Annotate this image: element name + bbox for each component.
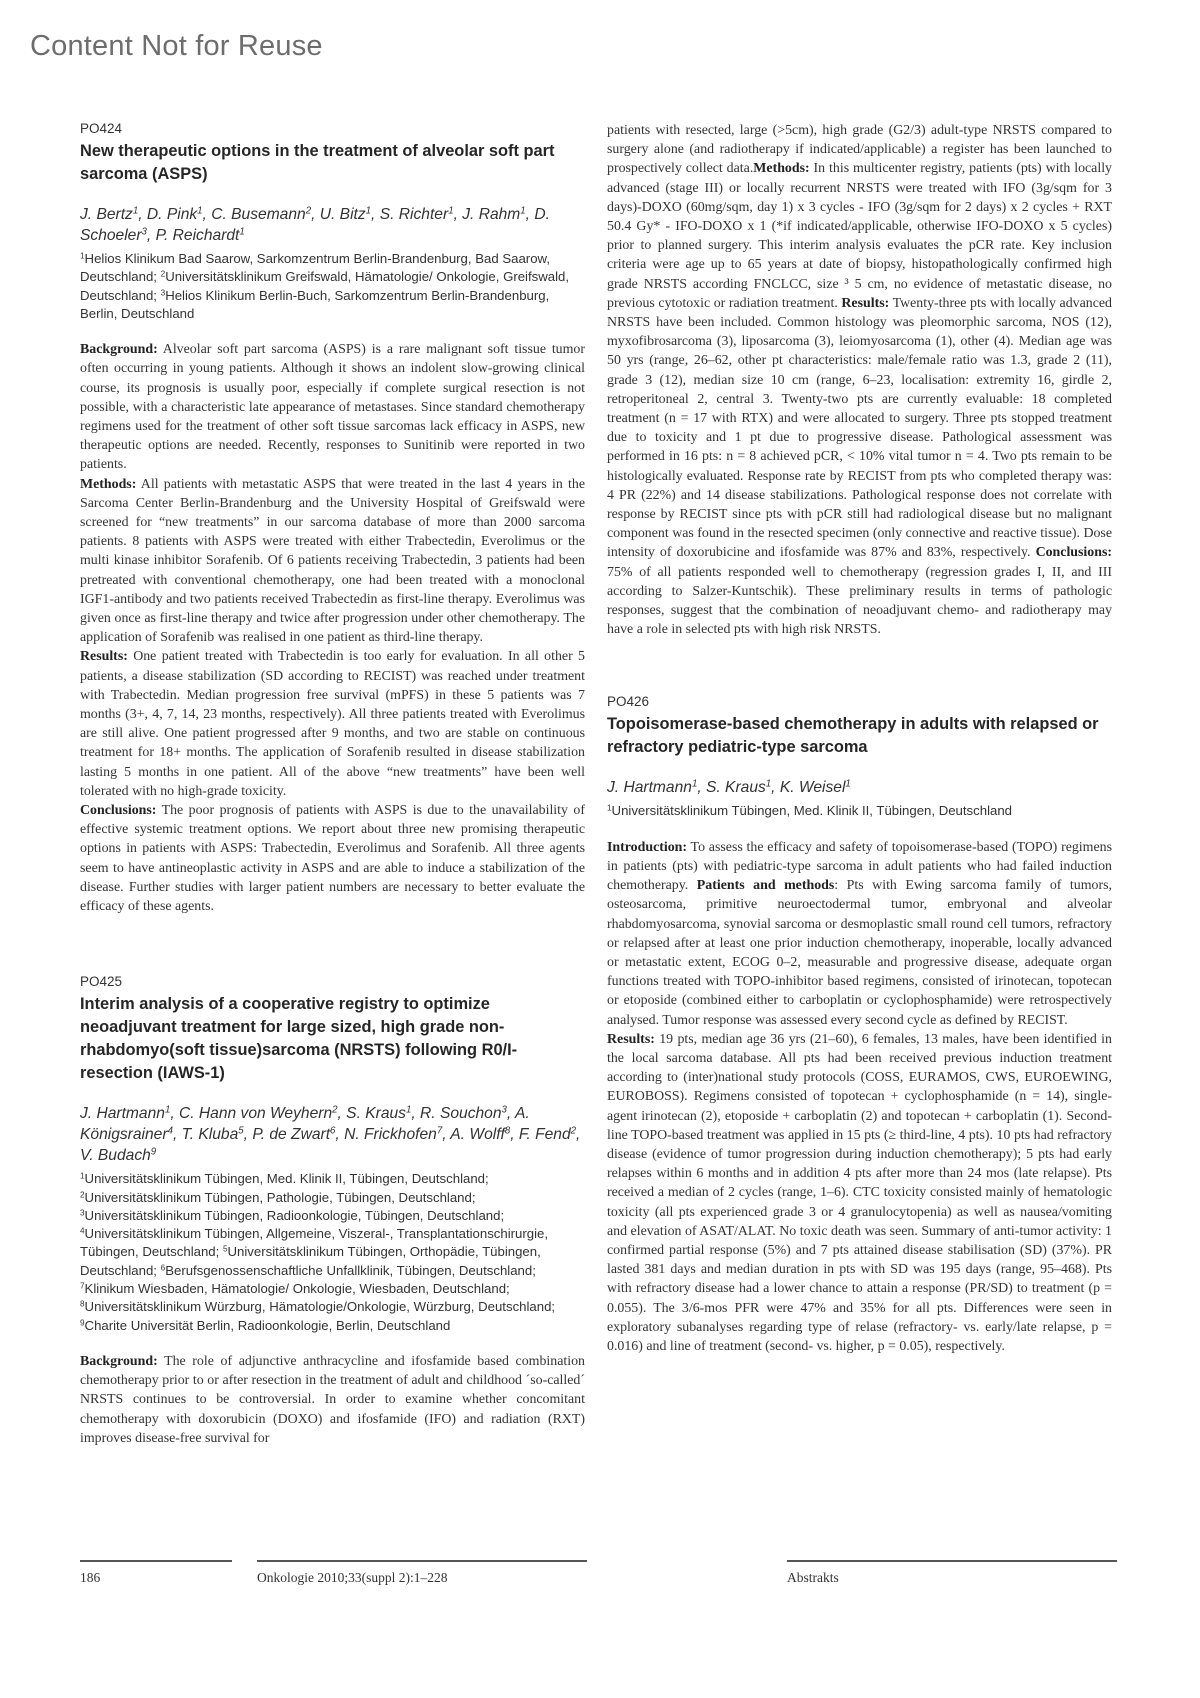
abstract-po425-continued: patients with resected, large (>5cm), high grade (G2/3) adult-type NRSTS compared to surgery alone (and radiotherapy if indicated/applicable) a register has been launched to prospectively collect data.Methods: In this multicenter registry, patients (pts) with locally advanced (stage III) or locally recurrent NRSTS were treated with IFO (3g/sqm for 3 days)-DOXO (60mg/sqm, day 1) x 3 cycles - IFO (3g/sqm for 2 days) x 2 cycles + RXT 50.4 Gy* - IFO-DOXO x 1 (*if indicated/applicable, otherwise IFO-DOXO x 5 cycles) prior to planned surgery. This interim analysis evaluates the pCR rate. Key inclusion criteria were age up to 65 years at date of biopsy, histopathologically confirmed high grade NRSTS according FNCLCC, size ³ 5 cm, no evidence of metastatic disease, no previous cytotoxic or radiation treatment. Results: Twenty-three pts with locally advanced NRSTS have been included. Common histology was pleomorphic sarcoma, NOS (12), myxofibrosarcoma (3), liposarcoma (3), leiomyosarcoma (1), other (4). Median age was 50 yrs (range, 26–62, other pt characteristics: male/female ratio was 1.3, grade 2 (11), grade 3 (12), median size 10 cm (range, 6–23, localisation: extremity 16, girdle 2, retroperitoneal 2, central 3. Twenty-two pts are currently evaluable: 18 completed treatment (n = 17 with RTX) and were allocated to surgery. Three pts stopped treatment due to toxicity and 1 pt due to progressive disease. Pathological assessment was performed in 16 pts: n = 8 achieved pCR, < 10% vital tumor n = 4. Two pts remain to be histologically evaluated. Response rate by RECIST from pts who completed therapy was: 4 PR (22%) and 14 disease stabilizations. Pathological response does not correlate with response by RECIST since pts with pCR still had radiological disease but no malignant component was found in the resected specimen (only connective and reactive tissue). Dose intensity of doxorubicine and ifosfamide was 87% and 83%, respectively. Conclusions: 75% of all patients responded well to chemotherapy (regression grades I, II, and III according to Salzer-Kuntschik). These preliminary results in terms of pathologic responses, suggest that the combination of neoadjuvant chemo- and radiotherapy may have a role in selected pts with high risk NRSTS. (607, 123, 1113, 638)
abstract-body (80, 340, 585, 916)
affiliations: $^1$Universitätsklinikum Tübingen, Med. Klinik II, Tübingen, Deutschland (607, 803, 1013, 819)
footer-rule (80, 1560, 232, 1562)
affiliations: $^1$Helios Klinikum Bad Saarow, Sarkomzentrum Berlin-Brandenburg, Bad Saarow, Deutschland; $^2$Universitätsklinikum Greifswald, Hämatologie/ Onkologie, Greifswald, Deutschland; $^3$Helios Klinikum Berlin-Buch, Sarkomzentrum Berlin-Brandenburg, Berlin, Deutschland (80, 251, 570, 321)
journal-citation: Onkologie 2010;33(suppl 2):1–228 (257, 1570, 448, 1585)
right-column (607, 121, 1112, 1356)
footer-rule (257, 1560, 587, 1562)
abstract-po425 (80, 974, 585, 1448)
abstract-id: PO424 (80, 121, 123, 136)
section-introduction: Introduction: To assess the efficacy and safety of topoisomerase-based (TOPO) regimens in patients (pts) with pediatric-type sarcoma in adult patients who had failed induction chemotherapy. Patients and methods: Pts with Ewing sarcoma family of tumors, osteosarcoma, primitive neuroectodermal tumor, embryonal and alveolar rhabdomyosarcoma, synovial sarcoma or desmoplastic small round cell tumors, refractory or relapsed after at least one prior induction chemotherapy, inoperable, locally advanced or metastatic extent, ECOG 0–2, measurable and progressive disease, adequate organ functions treated with TOPO-inhibitor based regimens, consisted of irinotecan, topotecan or etoposide (combined either to carboplatin or cyclophosphamide) were retrospectively analysed. Tumor response was assessed every second cycle as defined by RECIST. (607, 839, 1112, 1028)
section-conclusions: Conclusions: The poor prognosis of patients with ASPS is due to the unavailability of effective systemic treatment options. We report about three new promising therapeutic options in patients with ASPS: Trabectedin, Everolimus and Sorafenib. All three agents seem to have antineoplastic activity in ASPS and are able to induce a stabilization of the disease. Further studies with larger patient numbers are necessary to better evaluate the efficacy of these agents. (80, 803, 585, 915)
abstract-po424 (80, 121, 585, 916)
affiliations: $^1$Universitätsklinikum Tübingen, Med. Klinik II, Tübingen, Deutschland; $^2$Universitätsklinikum Tübingen, Pathologie, Tübingen, Deutschland; $^3$Universitätsklinikum Tübingen, Radioonkologie, Tübingen, Deutschland; $^4$Universitätsklinikum Tübingen, Allgemeine, Viszeral-, Transplantationschirurgie, Tübingen, Deutschland; $^5$Universitätsklinikum Tübingen, Orthopädie, Tübingen, Deutschland; $^6$Berufsgenossenschaftliche Unfallklinik, Tübingen, Deutschland; $^7$Klinikum Wiesbaden, Hämatologie/ Onkologie, Wiesbaden, Deutschland; $^8$Universitätsklinikum Würzburg, Hämatologie/Onkologie, Würzburg, Deutschland; $^9$Charite Universität Berlin, Radioonkologie, Berlin, Deutschland (80, 1171, 556, 1333)
footer-rule (787, 1560, 1117, 1562)
abstract-body (607, 838, 1112, 1356)
author-list: J. Hartmann$^1$, S. Kraus$^1$, K. Weisel$^1$ (607, 779, 851, 797)
abstract-id: PO425 (80, 974, 123, 990)
abstract-po426 (607, 694, 1112, 1356)
abstract-title: Interim analysis of a cooperative registry to optimize neoadjuvant treatment for large sized, high grade non-rhabdomyo(soft tissue)sarcoma (NRSTS) following R0/I-resection (IAWS-1) (80, 995, 518, 1083)
abstract-title: Topoisomerase-based chemotherapy in adults with relapsed or refractory pediatric-type sarcoma (607, 715, 1099, 757)
watermark: Content Not for Reuse (30, 30, 323, 62)
abstract-id: PO426 (607, 694, 650, 710)
author-list: J. Bertz$^1$, D. Pink$^1$, C. Busemann$^2$, U. Bitz$^1$, S. Richter$^1$, J. Rahm$^1$, D. Schoeler$^3$, P. Reichardt$^1$ (80, 205, 550, 244)
abstract-body (80, 1352, 585, 1448)
page-number: 186 (80, 1570, 101, 1585)
section-methods: Methods: All patients with metastatic ASPS that were treated in the last 4 years in the Sarcoma Center Berlin-Brandenburg and the University Hospital of Greifswald were screened for “new treatments” in our sarcoma database of more than 2000 sarcoma patients. 8 patients with ASPS were treated with either Trabectedin, Everolimus or the multi kinase inhibitor Sorafenib. Of 6 patients receiving Trabectedin, 3 patients had been pretreated with conventional chemotherapy, one had been treated with a monoclonal IGF1-antibody and two patients received Trabectedin as first-line therapy. Everolimus was given once as first-line therapy and twice after progression under other chemotherapy. The application of Sorafenib was realised in one patient as third-line therapy. (80, 476, 585, 646)
abstract-title: New therapeutic options in the treatment of alveolar soft part sarcoma (ASPS) (80, 142, 555, 183)
left-column (80, 121, 585, 1448)
section-results: Results: 19 pts, median age 36 yrs (21–60), 6 females, 13 males, have been identified in the local sarcoma database. All pts had been received previous induction treatment according to (inter)national study protocols (COSS, EURAMOS, CWS, EUROEWING, EUROBOSS). Regimens consisted of topotecan + cyclophosphamide (n = 14), single-agent irinotecan (2), etoposide + carboplatin (2) and topotecan + carboplatin (1). Second-line TOPO-based treatment was applied in 15 pts (≥ third-line, 4 pts). 10 pts had refractory disease (evidence of tumor progression during induction chemotherapy); 5 pts had early relapses within 6 months and in addition 4 pts after more than 24 mos (late relapse). Pts received a median of 2 cycles (range, 1–6). CTC toxicity consisted mainly of hematologic toxicity (all pts experienced grade 3 or 4 granulocytopenia) as well as nausea/vomiting and elevation of ASAT/ALAT. No toxic death was seen. Summary of anti-tumor activity: 1 confirmed partial response (5%) and 7 pts attained disease stabilisation (SD) (37%). PR lasted 381 days and median duration in pts with SD was 195 days (range, 95–468). Pts with refractory disease had a lower chance to attain a response (PR/SD) to treatment (p = 0.055). The 3/6-mos PFR were 47% and 35% for all pts. Differences were seen in exploratory subanalyses regarding type of relase (refractory- vs. early/late relapse, p = 0.016) and line of treatment (second- vs. higher, p = 0.05), respectively. (607, 1031, 1112, 1355)
section-background: Background: Alveolar soft part sarcoma (ASPS) is a rare malignant soft tissue tumor often occurring in young patients. Although it shows an indolent slow-growing clinical course, its prognosis is usually poor, especially if complete surgical resection is not possible, with a characteristic late appearance of metastases. Since standard chemotherapy regimens used for the treatment of other soft tissue sarcomas lack efficacy in ASPS, new therapeutic options are needed. Recently, responses to Sunitinib were reported in two patients. (80, 342, 585, 473)
section-background: Background: The role of adjunctive anthracycline and ifosfamide based combination chemotherapy prior to or after resection in the treatment of adult and childhood ´so-called´ NRSTS continues to be controversial. In order to examine whether concomitant chemotherapy with doxorubicin (DOXO) and ifosfamide (IFO) and radiation (RXT) improves disease-free survival for (80, 1353, 585, 1446)
section-name: Abstrakts (787, 1570, 839, 1585)
author-list: J. Hartmann$^1$, C. Hann von Weyhern$^2$, S. Kraus$^1$, R. Souchon$^3$, A. Königsrainer$^4$, T. Kluba$^5$, P. de Zwart$^6$, N. Frickhofen$^7$, A. Wolff$^8$, F. Fend$^2$, V. Budach$^9$ (80, 1104, 581, 1165)
section-results: Results: One patient treated with Trabectedin is too early for evaluation. In all other 5 patients, a disease stabilization (SD according to RECIST) was reached under treatment with Trabectedin. Median progression free survival (mPFS) in these 5 patients was 7 months (3+, 4, 7, 14, 23 months, respectively). All three patients treated with Everolimus are still alive. One patient progressed after 9 months, and two are stable on continuous treatment for 18+ months. The application of Sorafenib resulted in disease stabilization lasting 5 months in one patient. All of the above “new treatments” have been well tolerated with no high-grade toxicity. (80, 649, 585, 799)
